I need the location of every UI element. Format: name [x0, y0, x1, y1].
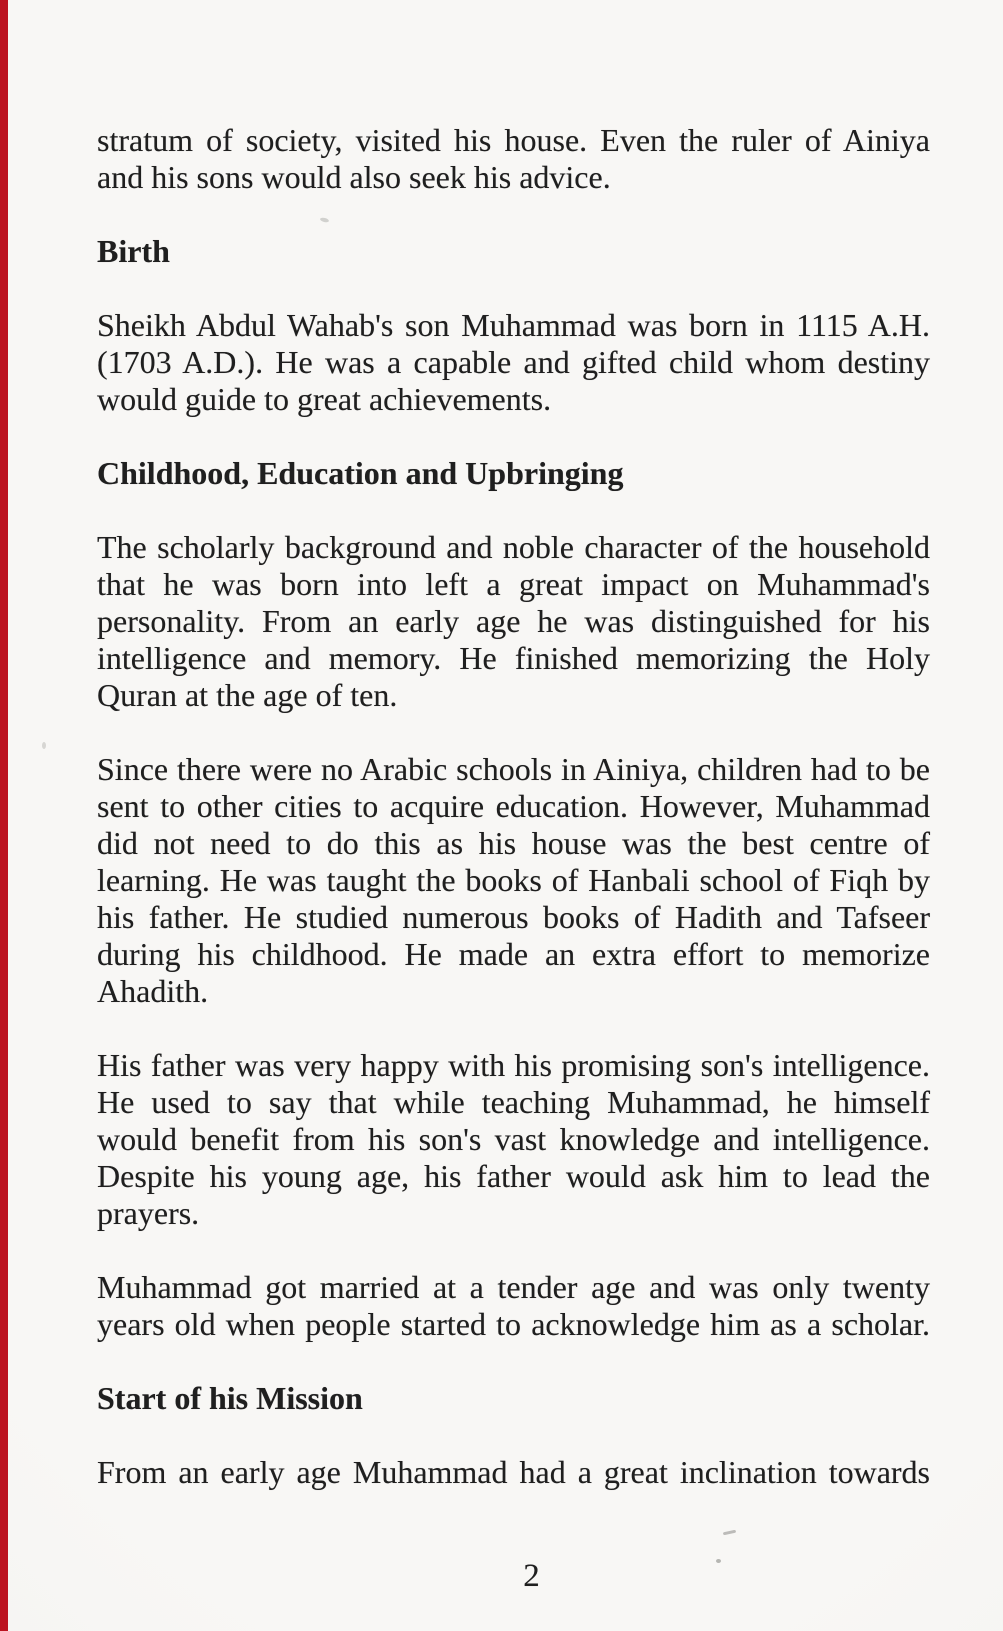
text-line: Quran at the age of ten. — [97, 677, 398, 713]
text-line: Muhammad got married at a tender age and was only twenty — [97, 1269, 930, 1305]
text-line: would benefit from his son's vast knowledge and intelligence. — [97, 1121, 930, 1157]
text-line: learning. He was taught the books of Hanbali school of Fiqh by — [97, 862, 930, 898]
paragraph — [97, 1454, 930, 1491]
scan-edge-strip — [0, 0, 8, 1631]
text-line: From an early age Muhammad had a great inclination towards — [97, 1454, 930, 1490]
page-number: 2 — [523, 1558, 540, 1594]
scan-artifact — [723, 1530, 736, 1536]
paragraph — [97, 307, 930, 418]
text-line: He used to say that while teaching Muhammad, he himself — [97, 1084, 930, 1120]
text-line: prayers. — [97, 1195, 200, 1231]
text-line: during his childhood. He made an extra effort to memorize — [97, 936, 930, 972]
text-line: Despite his young age, his father would ask him to lead the — [97, 1158, 930, 1194]
text-line: did not need to do this as his house was the best centre of — [97, 825, 930, 861]
text-line: that he was born into left a great impact on Muhammad's — [97, 566, 930, 602]
page-text-content — [97, 122, 930, 1528]
text-line: years old when people started to acknowledge him as a scholar. — [97, 1306, 930, 1342]
section-heading: Birth — [97, 233, 170, 269]
text-line: personality. From an early age he was distinguished for his — [97, 603, 930, 639]
paragraph — [97, 529, 930, 714]
section-heading: Start of his Mission — [97, 1380, 363, 1416]
section-heading: Childhood, Education and Upbringing — [97, 455, 624, 491]
scan-artifact — [42, 742, 46, 749]
scan-artifact — [716, 1559, 721, 1563]
paragraph — [97, 122, 930, 196]
text-line: His father was very happy with his promising son's intelligence. — [97, 1047, 930, 1083]
text-line: intelligence and memory. He finished memorizing the Holy — [97, 640, 930, 676]
text-line: The scholarly background and noble character of the household — [97, 529, 930, 565]
text-line: his father. He studied numerous books of Hadith and Tafseer — [97, 899, 930, 935]
text-line: Since there were no Arabic schools in Ainiya, children had to be — [97, 751, 930, 787]
text-line: stratum of society, visited his house. Even the ruler of Ainiya — [97, 122, 930, 158]
paragraph — [97, 1047, 930, 1232]
paragraph — [97, 1269, 930, 1343]
text-line: Sheikh Abdul Wahab's son Muhammad was born in 1115 A.H. — [97, 307, 930, 343]
text-line: would guide to great achievements. — [97, 381, 552, 417]
text-line: sent to other cities to acquire education. However, Muhammad — [97, 788, 930, 824]
text-line: (1703 A.D.). He was a capable and gifted child whom destiny — [97, 344, 930, 380]
text-line: and his sons would also seek his advice. — [97, 159, 611, 195]
paragraph — [97, 751, 930, 1010]
text-line: Ahadith. — [97, 973, 209, 1009]
